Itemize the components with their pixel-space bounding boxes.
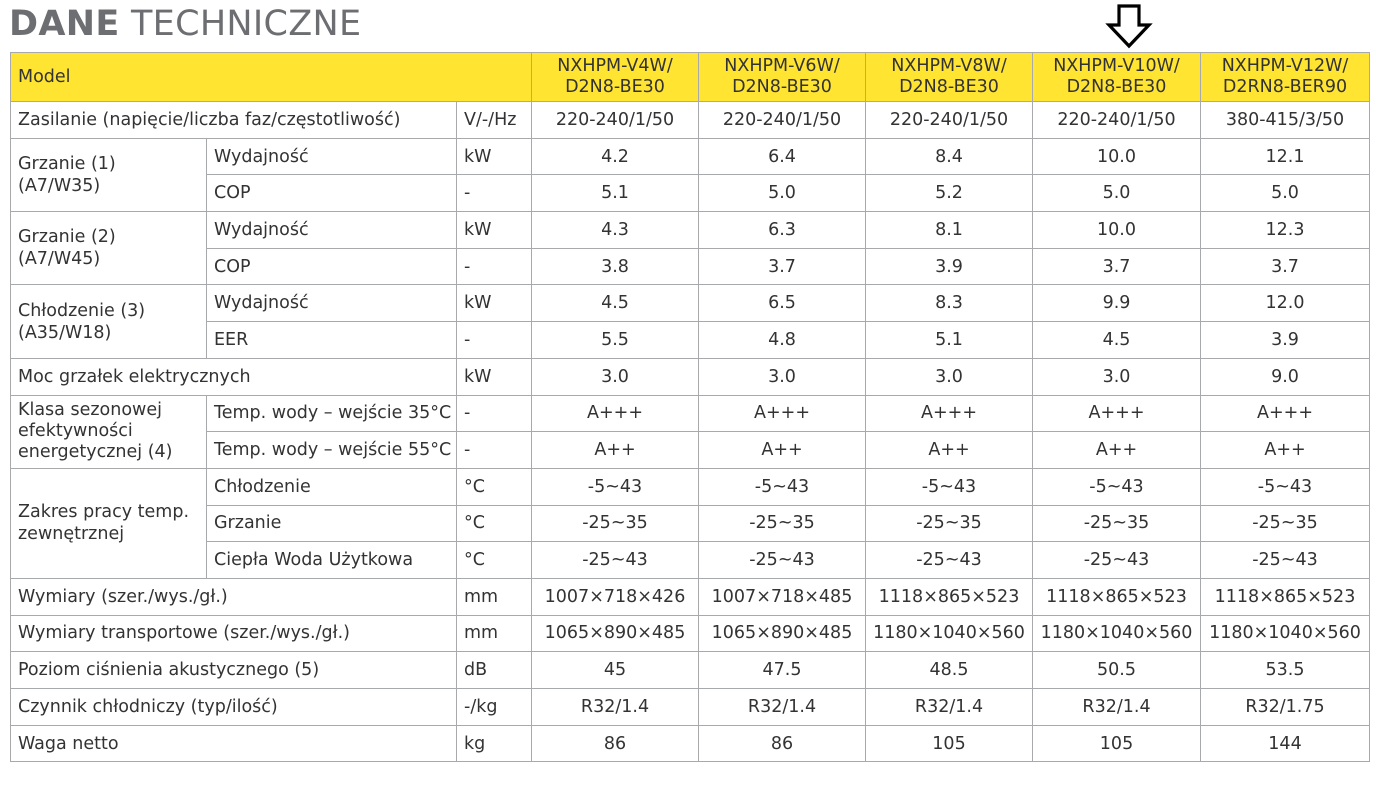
value-cell: 3.8 <box>532 248 699 285</box>
page-title-light: TECHNICZNE <box>130 4 362 44</box>
row-label: Wymiary (szer./wys./gł.) <box>11 578 457 615</box>
page-title-bold: DANE <box>9 4 120 44</box>
value-cell: 1180×1040×560 <box>1033 615 1201 652</box>
value-cell: 5.5 <box>532 322 699 359</box>
value-cell: 3.9 <box>866 248 1033 285</box>
value-cell: 3.7 <box>1033 248 1201 285</box>
value-cell: 4.3 <box>532 212 699 249</box>
value-cell: 1180×1040×560 <box>866 615 1033 652</box>
value-cell: 3.0 <box>1033 358 1201 395</box>
value-cell: R32/1.4 <box>1033 689 1201 726</box>
model-header: NXHPM-V12W/ D2RN8-BER90 <box>1201 53 1370 102</box>
value-cell: 4.8 <box>699 322 866 359</box>
row-label: Poziom ciśnienia akustycznego (5) <box>11 652 457 689</box>
value-cell: 6.3 <box>699 212 866 249</box>
row-group-label: Chłodzenie (3) (A35/W18) <box>11 285 207 358</box>
value-cell: 1118×865×523 <box>1201 578 1370 615</box>
value-cell: -25~35 <box>866 505 1033 542</box>
value-cell: 3.0 <box>699 358 866 395</box>
value-cell: 48.5 <box>866 652 1033 689</box>
table-row <box>11 615 1370 652</box>
header-model-label: Model <box>11 53 532 102</box>
row-label: Wydajność <box>207 138 457 175</box>
value-cell: R32/1.75 <box>1201 689 1370 726</box>
table-row <box>11 358 1370 395</box>
row-unit: - <box>457 322 532 359</box>
value-cell: 86 <box>532 725 699 762</box>
value-cell: R32/1.4 <box>866 689 1033 726</box>
row-label: EER <box>207 322 457 359</box>
value-cell: -25~43 <box>1033 542 1201 579</box>
value-cell: 8.3 <box>866 285 1033 322</box>
value-cell: 4.5 <box>532 285 699 322</box>
value-cell: A+++ <box>699 395 866 432</box>
row-label: Chłodzenie <box>207 468 457 505</box>
value-cell: A+++ <box>532 395 699 432</box>
row-label: COP <box>207 175 457 212</box>
value-cell: -25~43 <box>532 542 699 579</box>
spec-table <box>10 52 1370 762</box>
value-cell: 5.0 <box>1201 175 1370 212</box>
row-unit: °C <box>457 468 532 505</box>
table-row <box>11 175 1370 212</box>
value-cell: A+++ <box>1201 395 1370 432</box>
row-unit: - <box>457 248 532 285</box>
value-cell: 8.1 <box>866 212 1033 249</box>
table-row <box>11 468 1370 505</box>
value-cell: 12.3 <box>1201 212 1370 249</box>
value-cell: 86 <box>699 725 866 762</box>
value-cell: -5~43 <box>866 468 1033 505</box>
value-cell: 1065×890×485 <box>532 615 699 652</box>
row-label: Temp. wody – wejście 55°C <box>207 432 457 469</box>
table-row <box>11 432 1370 469</box>
value-cell: 220-240/1/50 <box>866 102 1033 139</box>
row-label: Wymiary transportowe (szer./wys./gł.) <box>11 615 457 652</box>
value-cell: 105 <box>866 725 1033 762</box>
table-row <box>11 248 1370 285</box>
value-cell: A++ <box>699 432 866 469</box>
down-arrow-icon <box>1104 2 1154 50</box>
row-label: Waga netto <box>11 725 457 762</box>
value-cell: 10.0 <box>1033 138 1201 175</box>
table-row <box>11 138 1370 175</box>
value-cell: A++ <box>1033 432 1201 469</box>
value-cell: 3.7 <box>1201 248 1370 285</box>
value-cell: 5.1 <box>532 175 699 212</box>
table-row <box>11 505 1370 542</box>
value-cell: 47.5 <box>699 652 866 689</box>
value-cell: 12.0 <box>1201 285 1370 322</box>
table-row <box>11 725 1370 762</box>
value-cell: -5~43 <box>1201 468 1370 505</box>
value-cell: -5~43 <box>1033 468 1201 505</box>
row-unit: - <box>457 395 532 432</box>
table-row <box>11 652 1370 689</box>
row-unit: °C <box>457 505 532 542</box>
value-cell: 1007×718×485 <box>699 578 866 615</box>
value-cell: -25~43 <box>699 542 866 579</box>
value-cell: 5.0 <box>699 175 866 212</box>
value-cell: 6.5 <box>699 285 866 322</box>
row-unit: kW <box>457 138 532 175</box>
value-cell: 220-240/1/50 <box>532 102 699 139</box>
model-header: NXHPM-V10W/ D2N8-BE30 <box>1033 53 1201 102</box>
row-label: Wydajność <box>207 212 457 249</box>
row-unit: kW <box>457 358 532 395</box>
value-cell: -25~35 <box>532 505 699 542</box>
value-cell: -25~35 <box>1201 505 1370 542</box>
value-cell: 12.1 <box>1201 138 1370 175</box>
row-unit: mm <box>457 615 532 652</box>
value-cell: 9.9 <box>1033 285 1201 322</box>
row-group-label: Grzanie (1) (A7/W35) <box>11 138 207 211</box>
value-cell: 380-415/3/50 <box>1201 102 1370 139</box>
value-cell: -5~43 <box>699 468 866 505</box>
value-cell: 53.5 <box>1201 652 1370 689</box>
row-unit: kg <box>457 725 532 762</box>
table-row <box>11 542 1370 579</box>
value-cell: 3.9 <box>1201 322 1370 359</box>
value-cell: -5~43 <box>532 468 699 505</box>
header-row <box>11 53 1370 102</box>
value-cell: 1118×865×523 <box>1033 578 1201 615</box>
row-unit: - <box>457 432 532 469</box>
value-cell: 45 <box>532 652 699 689</box>
row-label: Grzanie <box>207 505 457 542</box>
value-cell: A+++ <box>1033 395 1201 432</box>
row-label: Ciepła Woda Użytkowa <box>207 542 457 579</box>
value-cell: A+++ <box>866 395 1033 432</box>
row-group-label: Zakres pracy temp. zewnętrznej <box>11 468 207 578</box>
value-cell: A++ <box>866 432 1033 469</box>
value-cell: 105 <box>1033 725 1201 762</box>
value-cell: 1118×865×523 <box>866 578 1033 615</box>
value-cell: 5.2 <box>866 175 1033 212</box>
table-row <box>11 322 1370 359</box>
model-header: NXHPM-V6W/ D2N8-BE30 <box>699 53 866 102</box>
value-cell: 4.2 <box>532 138 699 175</box>
table-row <box>11 285 1370 322</box>
table-row <box>11 578 1370 615</box>
value-cell: 5.1 <box>866 322 1033 359</box>
value-cell: 1180×1040×560 <box>1201 615 1370 652</box>
table-row <box>11 395 1370 432</box>
table-row <box>11 102 1370 139</box>
table-row <box>11 212 1370 249</box>
row-label: COP <box>207 248 457 285</box>
row-label: Temp. wody – wejście 35°C <box>207 395 457 432</box>
value-cell: A++ <box>1201 432 1370 469</box>
row-unit: -/kg <box>457 689 532 726</box>
value-cell: 3.0 <box>866 358 1033 395</box>
model-header: NXHPM-V8W/ D2N8-BE30 <box>866 53 1033 102</box>
value-cell: A++ <box>532 432 699 469</box>
value-cell: 4.5 <box>1033 322 1201 359</box>
row-unit: kW <box>457 285 532 322</box>
value-cell: -25~35 <box>699 505 866 542</box>
value-cell: 1065×890×485 <box>699 615 866 652</box>
row-unit: - <box>457 175 532 212</box>
value-cell: 6.4 <box>699 138 866 175</box>
value-cell: 9.0 <box>1201 358 1370 395</box>
value-cell: 220-240/1/50 <box>699 102 866 139</box>
value-cell: 3.0 <box>532 358 699 395</box>
value-cell: R32/1.4 <box>699 689 866 726</box>
row-group-label: Grzanie (2) (A7/W45) <box>11 212 207 285</box>
row-unit: dB <box>457 652 532 689</box>
value-cell: R32/1.4 <box>532 689 699 726</box>
row-label: Czynnik chłodniczy (typ/ilość) <box>11 689 457 726</box>
row-label: Zasilanie (napięcie/liczba faz/częstotliwość) <box>11 102 457 139</box>
row-label: Moc grzałek elektrycznych <box>11 358 457 395</box>
value-cell: 220-240/1/50 <box>1033 102 1201 139</box>
value-cell: -25~43 <box>1201 542 1370 579</box>
value-cell: 8.4 <box>866 138 1033 175</box>
row-label: Wydajność <box>207 285 457 322</box>
table-row <box>11 689 1370 726</box>
row-unit: kW <box>457 212 532 249</box>
row-unit: °C <box>457 542 532 579</box>
row-unit: V/-/Hz <box>457 102 532 139</box>
page-title <box>9 2 361 46</box>
value-cell: 3.7 <box>699 248 866 285</box>
row-unit: mm <box>457 578 532 615</box>
value-cell: 10.0 <box>1033 212 1201 249</box>
value-cell: -25~43 <box>866 542 1033 579</box>
model-header: NXHPM-V4W/ D2N8-BE30 <box>532 53 699 102</box>
value-cell: 144 <box>1201 725 1370 762</box>
value-cell: 50.5 <box>1033 652 1201 689</box>
row-group-label: Klasa sezonowej efektywności energetycznej (4) <box>11 395 207 468</box>
value-cell: -25~35 <box>1033 505 1201 542</box>
value-cell: 5.0 <box>1033 175 1201 212</box>
value-cell: 1007×718×426 <box>532 578 699 615</box>
